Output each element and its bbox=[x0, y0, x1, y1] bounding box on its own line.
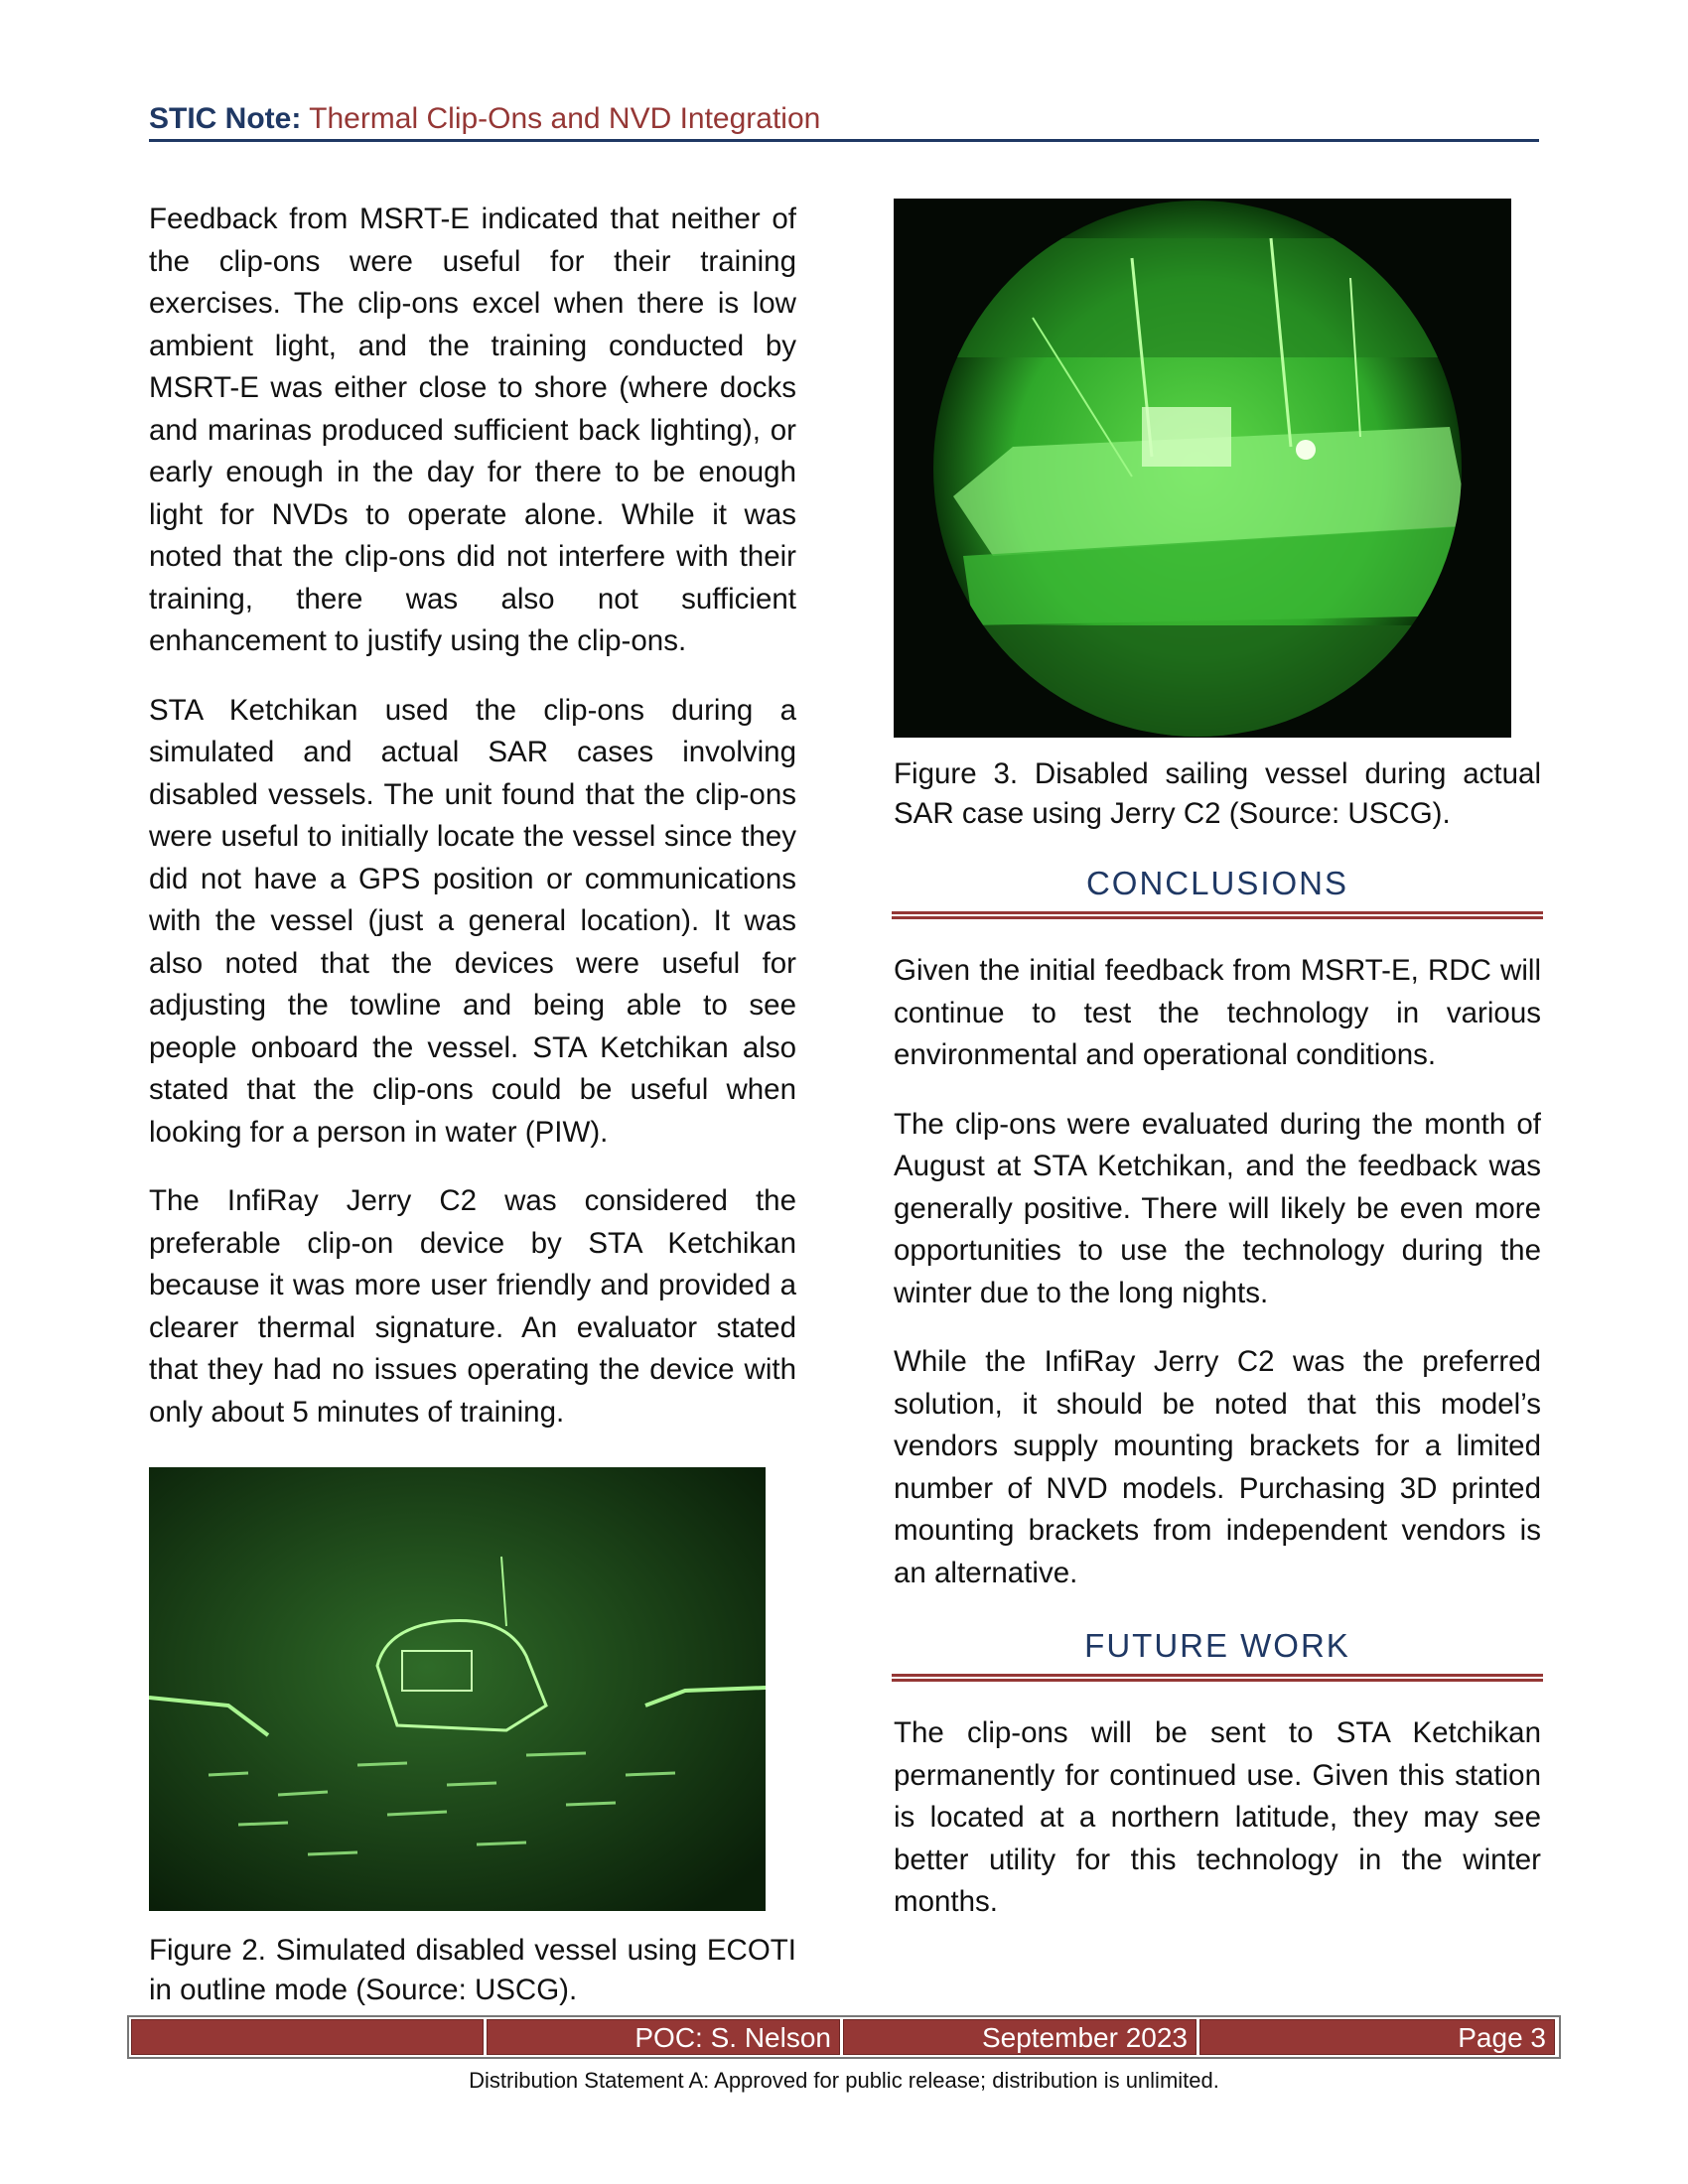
header-label: STIC Note: bbox=[149, 102, 302, 135]
future-work-divider bbox=[892, 1674, 1543, 1682]
figure-2-image bbox=[149, 1467, 766, 1911]
future-work-heading: FUTURE WORK bbox=[1084, 1627, 1350, 1664]
conclusions-body bbox=[894, 950, 1541, 1621]
figure-3-caption: Figure 3. Disabled sailing vessel during actual SAR case using Jerry C2 (Source: USCG). bbox=[894, 757, 1541, 830]
figure-2-caption: Figure 2. Simulated disabled vessel using ECOTI in outline mode (Source: USCG). bbox=[149, 1934, 796, 2006]
footer-page-number: Page 3 bbox=[1199, 2019, 1555, 2055]
left-column bbox=[149, 199, 796, 1460]
paragraph: The clip-ons will be sent to STA Ketchikan permanently for continued use. Given this station is located at a northern latitude, they may see better utility for this technology in the winter months. bbox=[894, 1716, 1541, 1918]
paragraph: The InfiRay Jerry C2 was considered the preferable clip-on device by STA Ketchikan because it was more user friendly and provided a clearer thermal signature. An evaluator stated that they had no issues operating the device with only about 5 minutes of training. bbox=[149, 1184, 796, 1429]
paragraph: Given the initial feedback from MSRT-E, RDC will continue to test the technology in various environmental and operational conditions. bbox=[894, 954, 1541, 1071]
figure-3-image bbox=[894, 199, 1511, 738]
paragraph: The clip-ons were evaluated during the month of August at STA Ketchikan, and the feedback was generally positive. There will likely be even more opportunities to use the technology during the winter due to the long nights. bbox=[894, 1107, 1541, 1309]
footer-poc: POC: S. Nelson bbox=[487, 2019, 840, 2055]
footer-cell-blank bbox=[131, 2019, 484, 2055]
footer-date: September 2023 bbox=[843, 2019, 1196, 2055]
header-title: Thermal Clip-Ons and NVD Integration bbox=[309, 102, 821, 135]
conclusions-divider bbox=[892, 911, 1543, 919]
page-footer bbox=[127, 2015, 1561, 2059]
distribution-statement: Distribution Statement A: Approved for public release; distribution is unlimited. bbox=[469, 2068, 1219, 2093]
page-header bbox=[149, 99, 1539, 142]
paragraph: STA Ketchikan used the clip-ons during a simulated and actual SAR cases involving disabled vessels. The unit found that the clip-ons were useful to initially locate the vessel since they did not have a GPS position or communications with the vessel (just a general location). It was also noted that the devices were useful for adjusting the towline and being able to see people onboard the vessel. STA Ketchikan also stated that the clip-ons could be useful when looking for a person in water (PIW). bbox=[149, 693, 796, 1149]
paragraph: While the InfiRay Jerry C2 was the preferred solution, it should be noted that this model’s vendors supply mounting brackets for a limited number of NVD models. Purchasing 3D printed mounting brackets from independent vendors is an alternative. bbox=[894, 1345, 1541, 1589]
conclusions-heading: CONCLUSIONS bbox=[1085, 865, 1349, 901]
future-work-body bbox=[894, 1712, 1541, 1924]
paragraph: Feedback from MSRT-E indicated that neither of the clip-ons were useful for their training exercises. The clip-ons excel when there is low ambient light, and the training conducted by MSRT-E was either close to shore (where docks and marinas produced sufficient back lighting), or early enough in the day for there to be enough light for NVDs to operate alone. While it was noted that the clip-ons did not interfere with their training, there was also not sufficient enhancement to justify using the clip-ons. bbox=[149, 203, 796, 657]
